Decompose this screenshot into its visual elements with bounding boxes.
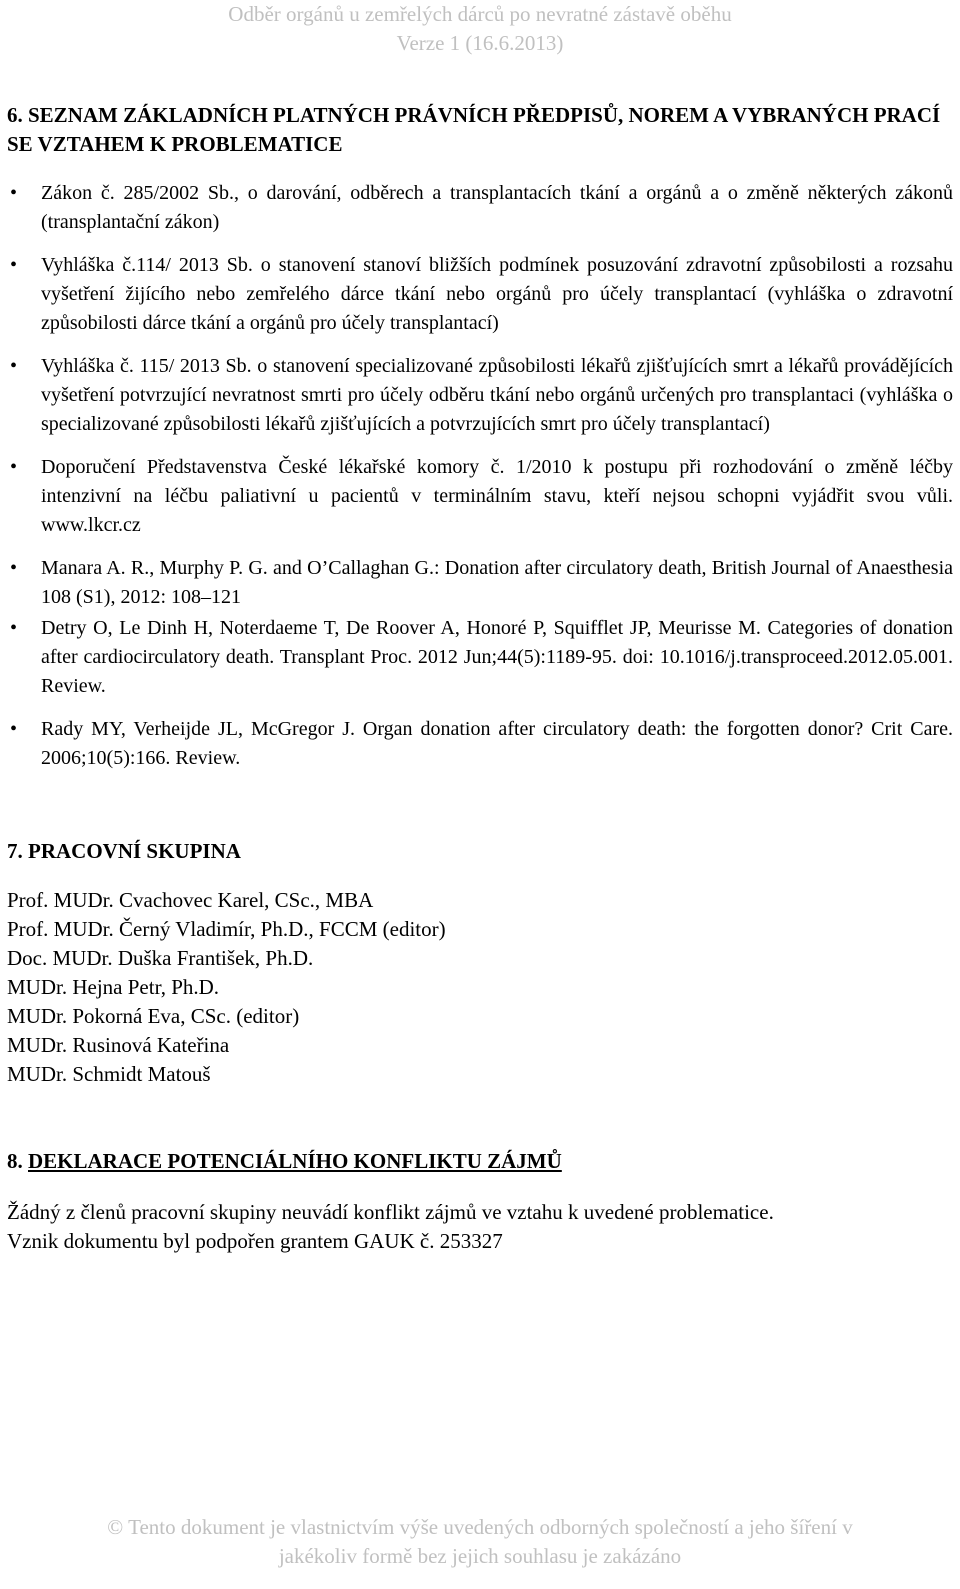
list-item	[7, 715, 953, 773]
header-title: Odběr orgánů u zemřelých dárců po nevratné zástavě oběhu	[228, 2, 732, 26]
statement-text: Vznik dokumentu byl podpořen grantem GAUK č. 253327	[7, 1229, 503, 1253]
bullet-icon: •	[10, 617, 18, 639]
list-item	[7, 179, 953, 237]
bullet-icon: •	[10, 456, 18, 478]
member-name: Prof. MUDr. Černý Vladimír, Ph.D., FCCM (editor)	[7, 917, 446, 941]
statement-text: Žádný z členů pracovní skupiny neuvádí konflikt zájmů ve vztahu k uvedené problematice.	[7, 1200, 774, 1224]
list-item	[7, 614, 953, 701]
bullet-icon: •	[10, 254, 18, 276]
section-7-heading	[7, 837, 953, 866]
working-group-list	[7, 886, 953, 1089]
bullet-icon: •	[10, 355, 18, 377]
page-footer	[0, 1513, 960, 1571]
copyright-notice: © Tento dokument je vlastnictvím výše uvedených odborných společností a jeho šíření v	[107, 1515, 853, 1539]
reference-text: Vyhláška č.114/ 2013 Sb. o stanovení stanoví bližších podmínek posuzování zdravotní způsobilosti a rozsahu vyšetření žijícího nebo zemřelého dárce tkání nebo orgánů pro účely transplantací (vyhláška o zdravotní způsobilosti dárce tkání a orgánů pro účely transplantací)	[41, 254, 953, 334]
list-item	[7, 453, 953, 540]
section-6-title: SEZNAM ZÁKLADNÍCH PLATNÝCH PRÁVNÍCH PŘEDPISŮ, NOREM A VYBRANÝCH PRACÍ SE VZTAHEM K PROBLEMATICE	[7, 103, 941, 156]
list-item	[7, 251, 953, 338]
reference-text: Manara A. R., Murphy P. G. and O’Callaghan G.: Donation after circulatory death, British Journal of Anaesthesia 108 (S1), 2012: 108–121	[41, 557, 953, 608]
member-name: MUDr. Hejna Petr, Ph.D.	[7, 975, 220, 999]
member-name: Doc. MUDr. Duška František, Ph.D.	[7, 946, 314, 970]
bullet-icon: •	[10, 182, 18, 204]
section-7-number: 7.	[7, 839, 23, 863]
page-header	[0, 0, 960, 58]
section-8-number: 8.	[7, 1149, 23, 1173]
document-body	[7, 101, 953, 1256]
list-item	[7, 352, 953, 439]
copyright-notice-cont: jakékoliv formě bez jejich souhlasu je zakázáno	[278, 1544, 682, 1568]
section-7-title: PRACOVNÍ SKUPINA	[28, 839, 241, 863]
reference-text: Detry O, Le Dinh H, Noterdaeme T, De Roover A, Honoré P, Squifflet JP, Meurisse M. Categories of donation after cardiocirculatory death. Transplant Proc. 2012 Jun;44(5):1189-95. doi: 10.1016/j.transproceed.2012.05.001. Review.	[41, 617, 953, 697]
section-8-heading	[7, 1147, 953, 1176]
conflict-statements	[7, 1198, 953, 1256]
reference-text: Rady MY, Verheijde JL, McGregor J. Organ donation after circulatory death: the forgotten donor? Crit Care. 2006;10(5):166. Review.	[41, 718, 953, 769]
bullet-icon: •	[10, 718, 18, 740]
references-list	[7, 179, 953, 773]
list-item	[7, 554, 953, 612]
reference-text: Vyhláška č. 115/ 2013 Sb. o stanovení specializované způsobilosti lékařů zjišťujících smrt a lékařů provádějících vyšetření potvrzující nevratnost smrti pro účely odběru tkání nebo orgánů určených pro transplantaci (vyhláška o specializované způsobilosti lékařů zjišťujících a potvrzujících smrt pro účely transplantací)	[41, 355, 953, 435]
section-6-heading	[7, 101, 953, 159]
section-8-title: DEKLARACE POTENCIÁLNÍHO KONFLIKTU ZÁJMŮ	[28, 1149, 562, 1173]
reference-text: Doporučení Představenstva České lékařské komory č. 1/2010 k postupu při rozhodování o změně léčby intenzivní na léčbu paliativní u pacientů v terminálním stavu, kteří nejsou schopni vyjádřit svou vůli. www.lkcr.cz	[41, 456, 953, 536]
bullet-icon: •	[10, 557, 18, 579]
member-name: MUDr. Rusinová Kateřina	[7, 1033, 230, 1057]
member-name: Prof. MUDr. Cvachovec Karel, CSc., MBA	[7, 888, 374, 912]
section-6-number: 6.	[7, 103, 23, 127]
member-name: MUDr. Pokorná Eva, CSc. (editor)	[7, 1004, 300, 1028]
header-version: Verze 1 (16.6.2013)	[396, 31, 564, 55]
member-name: MUDr. Schmidt Matouš	[7, 1062, 211, 1086]
reference-text: Zákon č. 285/2002 Sb., o darování, odběrech a transplantacích tkání a orgánů a o změně některých zákonů (transplantační zákon)	[41, 182, 953, 233]
